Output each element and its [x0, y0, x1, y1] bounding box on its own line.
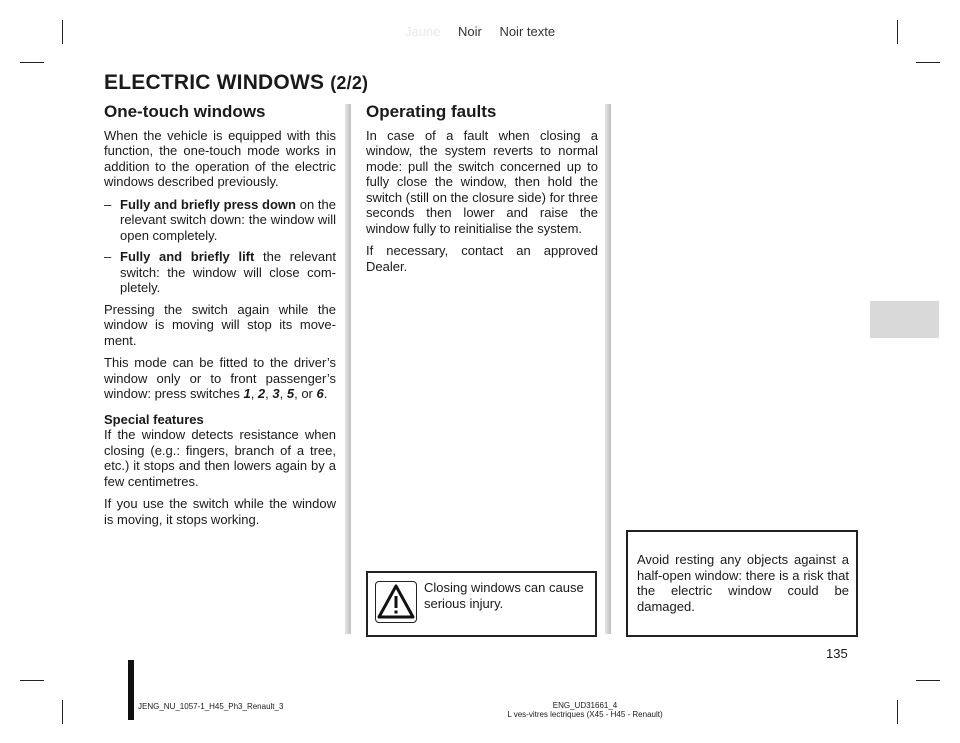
- color-label-noir: Noir: [457, 24, 482, 39]
- warning-box: [366, 571, 597, 637]
- binding-bar: [128, 660, 134, 720]
- crop-mark: [916, 680, 940, 681]
- bullet-item: [104, 249, 336, 296]
- footer-doc-ref: [470, 701, 700, 719]
- section-heading-operating-faults: Operating faults: [366, 102, 497, 121]
- subheading-special-features: Special features: [104, 411, 204, 427]
- bullet-text: on the relevant switch down: the window will open completely.: [120, 196, 336, 243]
- footer-file-id: JENG_NU_1057-1_H45_Ph3_Renault_3: [138, 702, 284, 711]
- paragraph-pressing: Pressing the switch again while the window is moving will stop its move-ment.: [104, 301, 336, 348]
- paragraph-switch-moving: If you use the switch while the window is moving, it stops working.: [104, 496, 336, 527]
- switch-number: 5: [286, 386, 295, 401]
- color-label-noir-texte: Noir texte: [499, 24, 556, 39]
- crop-mark: [897, 700, 898, 724]
- page-title-suffix: (2/2): [330, 73, 369, 93]
- switch-number: 1: [243, 386, 251, 401]
- warning-text: Closing windows can cause serious injury.: [424, 580, 584, 611]
- crop-mark: [20, 680, 44, 681]
- middle-column: [366, 104, 598, 281]
- chapter-tab: [870, 301, 939, 338]
- crop-mark: [916, 62, 940, 63]
- bullet-strong: Fully and briefly press down: [120, 196, 296, 212]
- footer-doc-code: ENG_UD31661_4: [552, 701, 618, 710]
- color-label-jaune: Jaune: [404, 24, 441, 39]
- section-heading-one-touch: One-touch windows: [104, 102, 266, 121]
- warning-triangle-icon: [375, 581, 417, 623]
- paragraph-mode-text: This mode can be fitted to the driver’s window only or to front passenger’s window: press switches: [104, 355, 336, 401]
- note-text: Avoid resting any objects against a half-open window: there is a risk that the electric window could be damaged.: [637, 552, 849, 614]
- page-number: 135: [826, 646, 848, 661]
- crop-mark: [20, 62, 44, 63]
- bullet-dash: –: [104, 249, 112, 264]
- note-box: [626, 530, 858, 637]
- bullet-strong: Fully and briefly lift: [120, 249, 255, 264]
- bullet-text: the relevant switch: the window will close com-pletely.: [120, 249, 336, 295]
- paragraph-dealer: If necessary, contact an approved Dealer.: [366, 243, 598, 274]
- footer-doc-title: L ves-vitres lectriques (X45 - H45 - Renault): [507, 710, 663, 719]
- switch-number: 2: [257, 386, 266, 401]
- column-separator: [345, 104, 351, 634]
- page-title-text: ELECTRIC WINDOWS: [104, 71, 325, 94]
- bullet-dash: –: [104, 196, 112, 212]
- bullet-item: [104, 197, 336, 244]
- paragraph-special: If the window detects resistance when closing (e.g.: fingers, branch of a tree, etc.) it stops and then lowers again by a few centimetres.: [104, 427, 336, 489]
- paragraph-fault: In case of a fault when closing a window, the system reverts to normal mode: pull the switch concerned up to fully close the window, then hold the switch (still on the closure side) for three seconds then lower and raise the window fully to reinitialise the system.: [366, 127, 598, 236]
- paragraph-intro: When the vehicle is equipped with this function, the one-touch mode works in addition to the operation of the electric windows described previously.: [104, 127, 336, 189]
- left-column: [104, 104, 336, 534]
- switch-number: 3: [272, 386, 280, 401]
- print-color-labels: [0, 24, 960, 39]
- page-title: [104, 71, 368, 95]
- paragraph-mode: This mode can be fitted to the driver’s window only or to front passenger’s window: press switches 1, 2, 3, 5, or 6.: [104, 355, 336, 401]
- crop-mark: [62, 700, 63, 724]
- switch-number: 6: [316, 386, 324, 401]
- column-separator: [605, 104, 611, 634]
